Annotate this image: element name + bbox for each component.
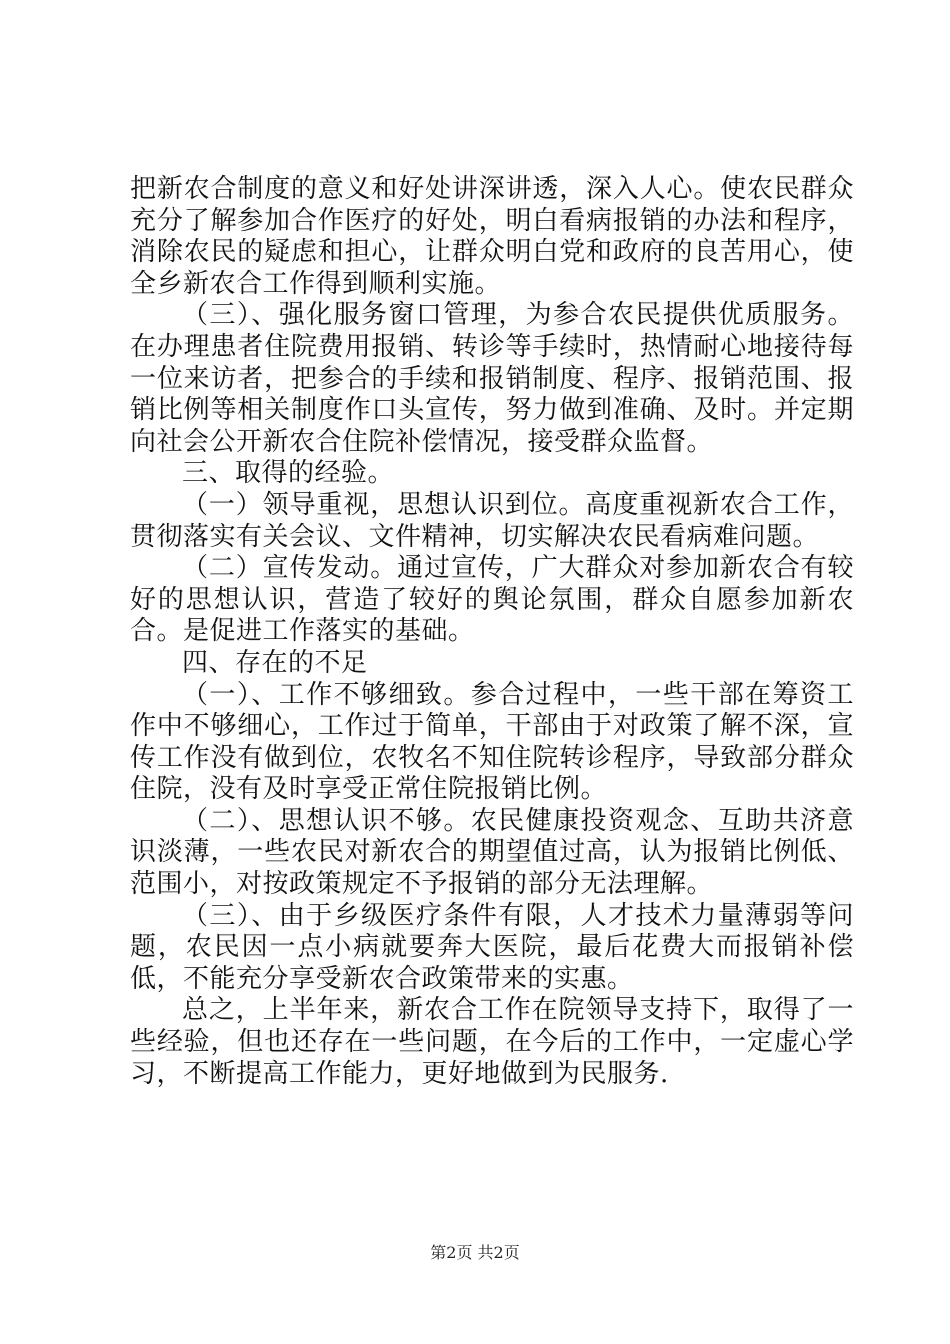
paragraph-1: 把新农合制度的意义和好处讲深讲透，深入人心。使农民群众充分了解参加合作医疗的好处，明白看病报销的办法和程序，消除农民的疑虑和担心，让群众明白党和政府的良苦用心，使全乡新农合工作得到顺利实施。 <box>130 174 854 299</box>
document-body <box>130 174 854 1090</box>
paragraph-9: （三）、由于乡级医疗条件有限，人才技术力量薄弱等问题，农民因一点小病就要奔大医院，最后花费大而报销补偿低，不能充分享受新农合政策带来的实惠。 <box>130 900 854 994</box>
paragraph-7: （一）、工作不够细致。参合过程中，一些干部在筹资工作中不够细心，工作过于简单，干部由于对政策了解不深，宣传工作没有做到位，农牧名不知住院转诊程序，导致部分群众住院，没有及时享受正常住院报销比例。 <box>130 679 854 805</box>
paragraph-8: （二）、思想认识不够。农民健康投资观念、互助共济意识淡薄，一些农民对新农合的期望值过高，认为报销比例低、范围小，对按政策规定不予报销的部分无法理解。 <box>130 805 854 900</box>
paragraph-10: 总之，上半年来，新农合工作在院领导支持下，取得了一些经验，但也还存在一些问题，在今后的工作中，一定虚心学习，不断提高工作能力，更好地做到为民服务. <box>130 995 854 1089</box>
page-number-footer: 第2页 共2页 <box>430 1243 520 1262</box>
section-heading-3: 三、取得的经验。 <box>182 458 395 489</box>
paragraph-2: （三）、强化服务窗口管理，为参合农民提供优质服务。在办理患者住院费用报销、转诊等手续时，热情耐心地接待每一位来访者，把参合的手续和报销制度、程序、报销范围、报销比例等相关制度作口头宣传，努力做到准确、及时。并定期向社会公开新农合住院补偿情况，接受群众监督。 <box>130 300 854 457</box>
paragraph-5: （二）宣传发动。通过宣传，广大群众对参加新农合有较好的思想认识，营造了较好的舆论氛围，群众自愿参加新农合。是促进工作落实的基础。 <box>130 553 854 647</box>
section-heading-4: 四、存在的不足 <box>182 647 368 678</box>
paragraph-4: （一）领导重视，思想认识到位。高度重视新农合工作，贯彻落实有关会议、文件精神，切实解决农民看病难问题。 <box>130 489 854 552</box>
